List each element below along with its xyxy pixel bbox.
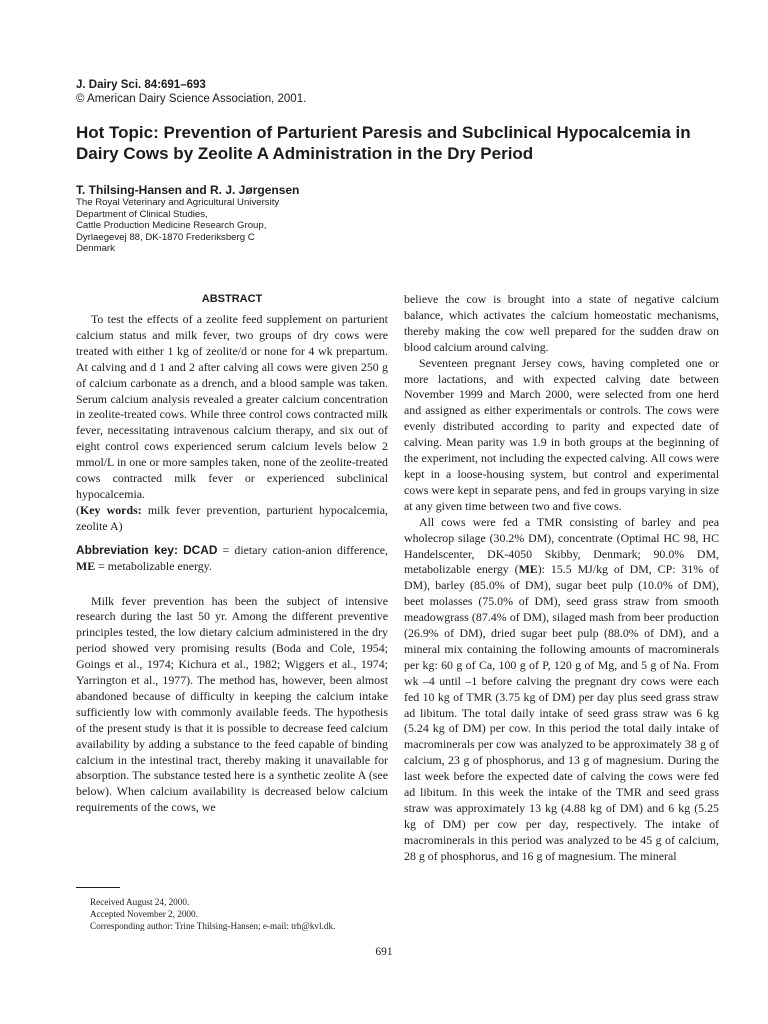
footnote-received: Received August 24, 2000. bbox=[90, 897, 190, 907]
affiliation-line: Cattle Production Medicine Research Group, bbox=[76, 220, 267, 232]
affiliation-block bbox=[76, 197, 279, 255]
abstract-text: To test the effects of a zeolite feed supplement on parturient calcium status and milk fever, two groups of dry cows were treated with either 1 kg of zeolite/d or none for 4 wk prepartum. At calving and d 1 and 2 after calving all cows were given 250 g of calcium carbonate as a drench, and a blood sample was taken. Serum calcium analysis revealed a greater calcium concentration in zeolite-treated cows. While three control cows contracted milk fever, necessitating intravenous calcium therapy, and six out of eight control cows experienced serum calcium levels below 2 mmol/L in one or more samples taken, none of the zeolite-treated cows contracted milk fever or experienced subclinical hypocalcemia. bbox=[76, 312, 388, 501]
body-text: ): 15.5 MJ/kg of DM, CP: 31% of DM), barley (85.0% of DM), sugar beet pulp (10.0% of DM), beet molasses (75.0% of DM), seed grass straw from smooth meadowgrass (87.4% of DM), silaged mash from beer production (26.9% of DM), dried sugar beet pulp (88.0% of DM), and a mineral mix containing the following amounts of macrominerals per kg: 60 g of Ca, 100 g of P, 120 g of Mg, and 5 g of Na. From wk –4 until –1 before calving the pregnant dry cows were each fed 10 kg of TMR (3.75 kg of DM) per day plus seed grass straw ad libitum. The total daily intake of seed grass straw was 6 kg (5.24 kg of DM) per cow. In this period the total daily intake of macrominerals per cow was analyzed to be approximately 38 g of calcium, 23 g of phosphorus, and 13 g of magnesium. During the last week before the expected date of calving the cows were fed ad libitum. In this week the intake of the TMR and seed grass straw was approximately 13 kg (4.88 kg of DM) and 6 kg (5.25 kg of DM) per cow per day, respectively. The intake of macrominerals in this period was analyzed to be 45 g of calcium, 28 g of phosphorus, and 16 g of magnesium. The mineral bbox=[404, 562, 719, 863]
keywords bbox=[76, 503, 388, 535]
keywords-label: Key words: bbox=[79, 502, 142, 517]
affiliation-line: Denmark bbox=[76, 243, 115, 255]
abbreviation-definition: = metabolizable energy. bbox=[95, 558, 212, 573]
abbreviation-label: Abbreviation key: bbox=[76, 542, 178, 557]
body-paragraph: Seventeen pregnant Jersey cows, having completed one or more lactations, and with expected calving date between November 1999 and March 2000, were selected from one herd and assigned as either experimentals or controls. The cows were evenly distributed according to parity and expected date of calving. Mean parity was 1.9 in both groups at the beginning of the experiment, not including the expected calving. All cows were kept in a loose-housing system, but control and experimental cows were kept in separate pens, and fed in groups varying in size at any given time between two and five cows. bbox=[404, 355, 719, 513]
abbreviation-term: DCAD bbox=[183, 542, 218, 557]
journal-header bbox=[76, 78, 306, 106]
body-paragraph bbox=[404, 515, 719, 865]
left-column bbox=[76, 292, 388, 816]
affiliation-line: Dyrlaegevej 88, DK-1870 Frederiksberg C bbox=[76, 231, 255, 243]
page-number: 691 bbox=[375, 946, 393, 958]
right-column bbox=[404, 292, 719, 865]
affiliation-line: The Royal Veterinary and Agricultural University bbox=[76, 197, 280, 208]
footnote-corresponding-author: Corresponding author: Trine Thilsing-Hansen; e-mail: trh@kvl.dk. bbox=[90, 921, 336, 931]
affiliation-line: Department of Clinical Studies, bbox=[76, 208, 208, 220]
body-paragraph: Milk fever prevention has been the subject of intensive research during the last 50 yr. Among the different preventive principles tested, the low dietary calcium administered in the dry period showed very promising results (Boda and Cole, 1954; Goings et al., 1974; Kichura et al., 1982; Wiggers et al., 1974; Yarrington et al., 1977). The method has, however, been almost abandoned because of difficulty in keeping the calcium intake sufficiently low with commonly available feeds. The hypothesis of the present study is that it is possible to decrease feed calcium availability by adding a substance to the feed capable of binding calcium in the intestinal tract, thereby making it unavailable for absorption. The substance tested here is a synthetic zeolite A (see below). When calcium availability is decreased below calcium requirements of the cows, we bbox=[76, 593, 388, 815]
abbreviation-term: ME bbox=[76, 558, 96, 573]
keywords-text: milk fever prevention, parturient hypocalcemia, zeolite A) bbox=[76, 502, 388, 533]
footnote-accepted: Accepted November 2, 2000. bbox=[90, 909, 198, 919]
author-list: T. Thilsing-Hansen and R. J. Jørgensen bbox=[76, 183, 300, 197]
body-paragraph: believe the cow is brought into a state of negative calcium balance, which activates the calcium homeostatic mechanisms, thereby making the cow well prepared for the sudden draw on blood calcium around calving. bbox=[404, 292, 719, 354]
journal-reference: J. Dairy Sci. 84:691–693 bbox=[76, 79, 206, 91]
footnote-divider bbox=[76, 887, 120, 888]
abbreviation-definition: = dietary cation-anion difference, bbox=[217, 542, 388, 557]
body-text: All cows were fed a TMR consisting of barley and pea wholecrop silage (30.2% DM), concentrate (Optimal HC 98, HC Handelscenter, DK-4050 Skibby, Denmark; 90.0% DM, metabolizable energy ( bbox=[404, 514, 719, 577]
abbreviation-key bbox=[76, 543, 388, 575]
me-abbreviation: ME bbox=[518, 562, 538, 577]
copyright-notice: © American Dairy Science Association, 2001. bbox=[76, 93, 307, 105]
footnotes bbox=[90, 896, 390, 932]
article-title: Hot Topic: Prevention of Parturient Paresis and Subclinical Hypocalcemia in Dairy Cows by Zeolite A Administration in the Dry Period bbox=[76, 123, 691, 163]
keywords-open-paren: ( bbox=[76, 502, 80, 517]
abstract-heading: ABSTRACT bbox=[201, 293, 263, 305]
